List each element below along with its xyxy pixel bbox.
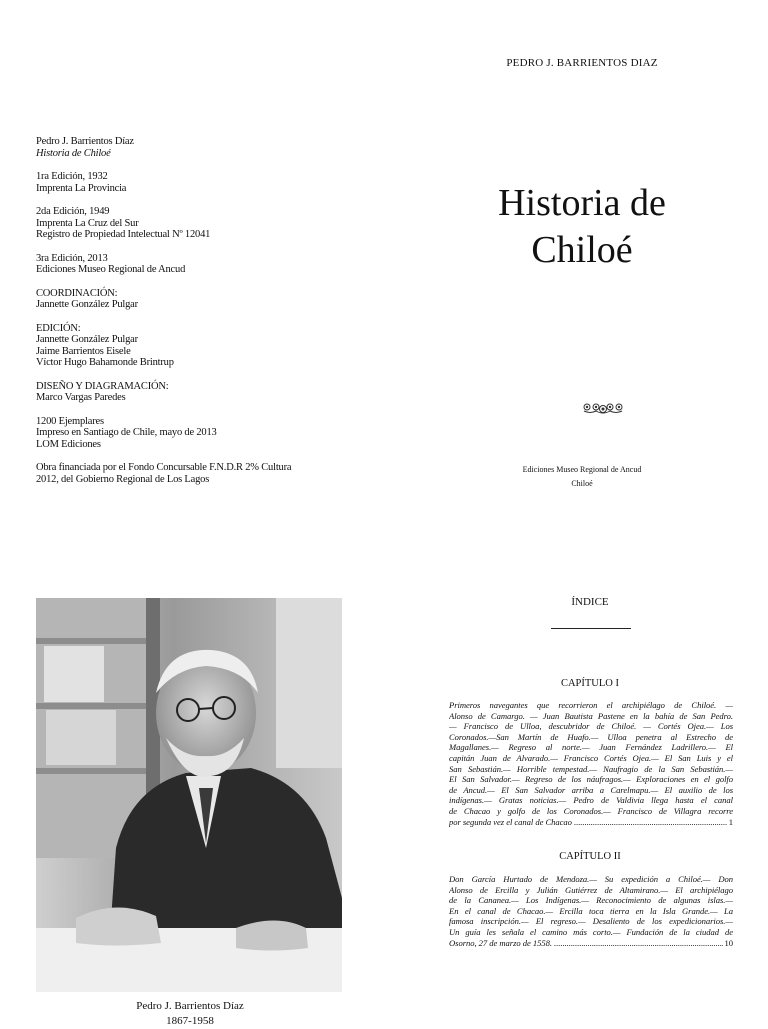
caption-name: Pedro J. Barrientos Díaz: [136, 1000, 244, 1012]
decorative-flourish-icon: [582, 401, 624, 415]
summary-line: En el canal de Chacao.— Ercilla toca tierra en la Isla Grande.— La: [449, 905, 733, 916]
summary-line: San Sebastián.— Horrible tempestad.— Naufragio de la San Sebastián.—: [449, 763, 733, 774]
summary-last-line: [449, 817, 733, 828]
colophon-line: Obra financiada por el Fondo Concursable F.N.D.R 2% Cultura: [36, 462, 292, 473]
summary-line: — Francisco de Ulloa, descubridor de Chiloé. — Cortés Ojea.— Los: [449, 721, 733, 732]
colophon-author-block: [36, 136, 326, 159]
colophon-line: Víctor Hugo Bahamonde Brintrup: [36, 357, 174, 368]
summary-line: de la Cananea.— Los Indígenas.— Reconocimiento de algunas islas.—: [449, 895, 733, 906]
colophon-print-run: [36, 416, 326, 451]
publisher-place: Chiloé: [571, 478, 593, 488]
summary-line: Magallanes.— Regreso al norte.— Juan Fernández Ladrillero.— El: [449, 742, 733, 753]
colophon-line: 2012, del Gobierno Regional de Los Lagos: [36, 473, 210, 485]
colophon-line: 2da Edición, 1949: [36, 206, 110, 217]
colophon-line: Imprenta La Provincia: [36, 182, 127, 194]
chapter-2-heading: CAPÍTULO II: [559, 851, 621, 862]
colophon-line: 3ra Edición, 2013: [36, 252, 108, 264]
colophon-second-edition: [36, 206, 326, 241]
colophon-line: 1ra Edición, 1932: [36, 171, 108, 182]
colophon-line: EDICIÓN:: [36, 322, 81, 334]
summary-line: de Ancud.— El San Salvador arriba a Carelmapu.— El auxilio de los: [449, 784, 733, 795]
colophon-edition-credits: [36, 323, 326, 369]
colophon-line: Jannette González Pulgar: [36, 299, 138, 310]
colophon-third-edition: [36, 253, 326, 276]
book-title-line-2: Chiloé: [531, 229, 633, 271]
colophon-line: 1200 Ejemplares: [36, 415, 104, 427]
colophon-book-title: Historia de Chiloé: [36, 147, 111, 159]
colophon: [36, 136, 326, 497]
chapter-2-summary: [449, 874, 733, 948]
index-divider: [551, 628, 631, 629]
colophon-first-edition: [36, 171, 326, 194]
index-heading: ÍNDICE: [571, 596, 609, 608]
publisher-imprint: [452, 463, 712, 490]
summary-line: de Chacao y golfo de los Coronados.— Francisco de Villagra recorre: [449, 805, 733, 816]
book-title: [432, 180, 732, 274]
summary-line: capitán Juan de Alvarado.— Francisco Cortés Ojea.— El San Luis y el: [449, 752, 733, 763]
colophon-line: Marco Vargas Paredes: [36, 392, 126, 403]
leader-dots: [554, 938, 723, 949]
summary-line: por segunda vez el canal de Chacao: [449, 816, 572, 827]
colophon-author: Pedro J. Barrientos Díaz: [36, 136, 134, 147]
colophon-line: Imprenta La Cruz del Sur: [36, 217, 139, 229]
leader-dots: [574, 817, 727, 828]
colophon-line: COORDINACIÓN:: [36, 287, 118, 299]
author-portrait-photo: [36, 598, 342, 992]
chapter-1-summary: [449, 700, 733, 827]
summary-line: Un guía les señala el camino más corto.— Fundación de la ciudad de: [449, 926, 733, 937]
summary-line: Alonso de Camargo. — Juan Bautista Pastene en la bahía de San Pedro.: [449, 710, 733, 721]
summary-line: indígenas.— Gratas noticias.— Pedro de Valdivia llega hasta el canal: [449, 795, 733, 806]
colophon-funding: [36, 462, 326, 485]
colophon-line: DISEÑO Y DIAGRAMACIÓN:: [36, 380, 169, 392]
summary-line: Coronados.—San Martín de Huafo.— Ulloa penetra al Estrecho de: [449, 731, 733, 742]
summary-line: Primeros navegantes que recorrieron el archipiélago de Chiloé. —: [449, 700, 733, 710]
title-page-author: PEDRO J. BARRIENTOS DIAZ: [506, 57, 658, 69]
colophon-line: Registro de Propiedad Intelectual Nº 12041: [36, 229, 211, 240]
chapter-1-heading: CAPÍTULO I: [560, 678, 620, 689]
colophon-coordination: [36, 288, 326, 311]
photo-caption: [100, 999, 280, 1029]
publisher-name: Ediciones Museo Regional de Ancud: [522, 465, 642, 474]
summary-line: El San Salvador.— Regreso de los náufragos.— Exploraciones en el golfo: [449, 774, 733, 785]
page-number: 1: [728, 816, 733, 827]
colophon-line: Ediciones Museo Regional de Ancud: [36, 264, 186, 275]
colophon-design: [36, 381, 326, 404]
colophon-line: Jaime Barrientos Eisele: [36, 345, 131, 357]
summary-line: Osorno, 27 de marzo de 1558.: [449, 937, 552, 948]
colophon-line: Jannette González Pulgar: [36, 334, 138, 345]
colophon-line: Impreso en Santiago de Chile, mayo de 2013: [36, 427, 217, 438]
summary-last-line: [449, 938, 733, 949]
page-number: 10: [724, 937, 733, 948]
book-title-line-1: Historia de: [498, 182, 666, 224]
summary-line: Don García Hurtado de Mendoza.— Su expedición a Chiloé.— Don: [449, 874, 733, 884]
colophon-line: LOM Ediciones: [36, 438, 101, 450]
caption-years: 1867-1958: [166, 1015, 214, 1027]
summary-line: famosa inscripción.— El regreso.— Desaliento de los expedicionarios.—: [449, 916, 733, 927]
summary-line: Alonso de Ercilla y Julián Gutiérrez de Altamirano.— El archipiélago: [449, 884, 733, 895]
